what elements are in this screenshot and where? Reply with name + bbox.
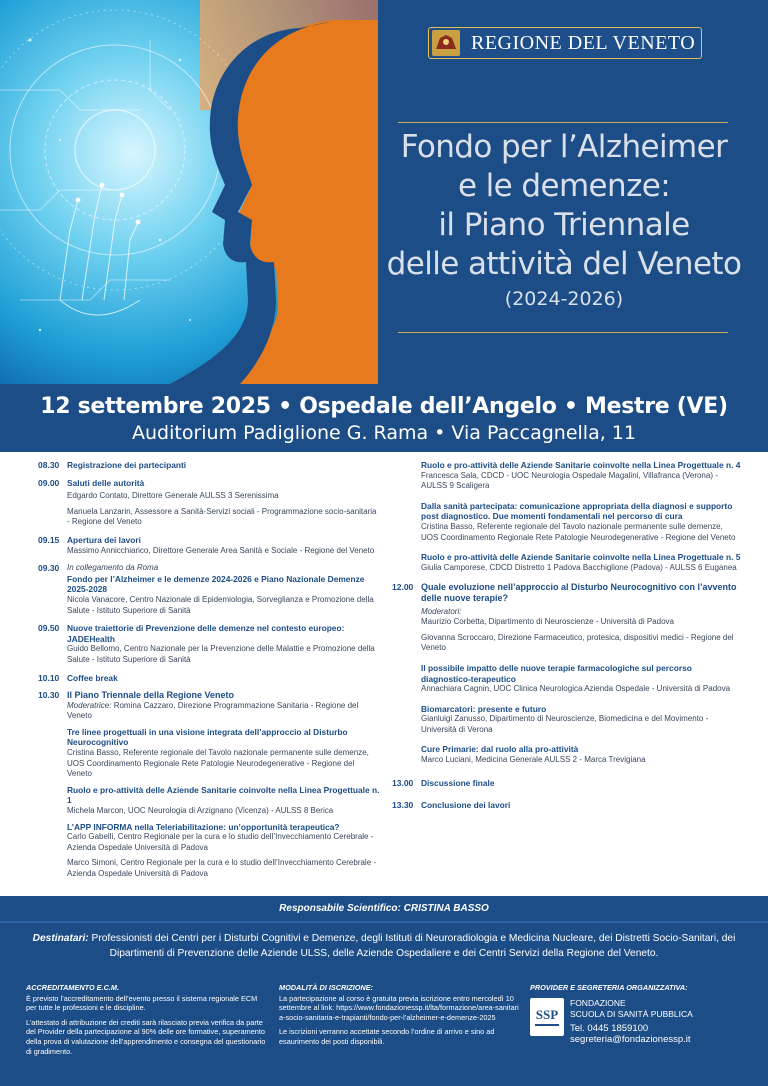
- registration-heading: MODALITÀ DI ISCRIZIONE:: [279, 983, 374, 992]
- item-time: 09.15: [38, 534, 60, 545]
- program-item: [38, 673, 380, 684]
- program-item: [392, 552, 742, 573]
- talk-title: Tre linee progettuali in una visione integrata dell’approccio al Disturbo Neurocognitivo: [67, 726, 348, 748]
- speaker: [421, 563, 742, 574]
- speaker-role: , Medicina Generale AULSS 2 - Marca Trevigiana: [470, 755, 646, 765]
- program-item: [38, 623, 380, 665]
- item-title: Saluti delle autorità: [67, 477, 145, 488]
- title-divider-bottom: [398, 332, 728, 333]
- speaker-role: , Referente regionale del Tavolo nazionale permanente sulle demenze, UOS Coordinamento Regionale Rete Patologie Neurodegenerative - Regione del Veneto: [67, 748, 369, 779]
- speaker: [421, 471, 742, 492]
- moderator-name: Giovanna Scroccaro: [421, 632, 494, 642]
- speaker-role: , CDCD Distretto 1 Padova Bacchiglione (Padova) - AULSS 6 Euganea: [485, 562, 737, 572]
- speaker-role: , Direttore Generale AULSS 3 Serenissima: [127, 491, 279, 501]
- speaker-name: Cristina Basso: [67, 748, 119, 758]
- item-title: Il Piano Triennale della Regione Veneto: [67, 690, 235, 701]
- footer: [0, 896, 768, 1086]
- speaker-name: Annachiara Cagnin: [421, 684, 490, 694]
- program-item: [392, 582, 742, 765]
- speaker-name: Marco Luciani: [421, 755, 471, 765]
- item-time: 08.30: [38, 460, 60, 470]
- speaker: [421, 755, 742, 766]
- logo-text: REGIONE DEL VENETO: [471, 31, 696, 54]
- item-title: Fondo per l’Alzheimer e le demenze 2024-2026 e Piano Nazionale Demenze 2025-2028: [67, 573, 365, 595]
- talk-title: Biomarcatori: presente e futuro: [421, 703, 547, 714]
- speaker: [67, 832, 380, 853]
- speaker: [67, 748, 380, 780]
- speaker-name: Michela Marcon: [67, 806, 124, 816]
- item-time: 10.30: [38, 690, 60, 701]
- title-line-2: e le demenze:: [457, 168, 671, 204]
- provider-name-1: FONDAZIONE: [570, 997, 626, 1008]
- speaker-role: , Assessore a Sanità-Servizi sociali - Programmazione socio-sanitaria - Regione del Veneto: [67, 506, 377, 527]
- program-item: [38, 690, 380, 880]
- date-venue-band: [0, 384, 768, 452]
- item-time: 09.00: [38, 477, 60, 488]
- talk-title: Dalla sanità partecipata: comunicazione appropriata della diagnosi e supporto post diagnostico. Due momenti fondamentali nel percorso di cura: [421, 500, 733, 522]
- speaker-name: Gianluigi Zanusso: [421, 714, 486, 724]
- regione-veneto-logo: [428, 27, 702, 59]
- registration-info: [279, 983, 519, 1047]
- provider-box: [530, 998, 750, 1045]
- ssp-logo-rule: [535, 1024, 559, 1026]
- moderator-role: , Direzione Programmazione Sanitaria - Regione del Veneto: [67, 700, 359, 721]
- ecm-accreditation: [26, 983, 266, 1056]
- talk-title: L’APP INFORMA nella Teleriabilitazione: un’opportunità terapeutica?: [67, 821, 340, 832]
- speaker-name: Francesca Sala: [421, 470, 477, 480]
- program-item: [392, 778, 742, 789]
- ecm-paragraph-1: È previsto l’accreditamento dell’evento presso il sistema regionale ECM per tutte le professioni e le discipline.: [26, 993, 258, 1013]
- ssp-logo: [530, 998, 564, 1036]
- moderator-role: , Dipartimento di Neuroscienze - Università di Padova: [484, 617, 675, 627]
- title-line-4: delle attività del Veneto: [386, 246, 742, 282]
- moderator-label: Moderatori:: [421, 606, 462, 616]
- speaker-name: Giulia Camporese: [421, 562, 486, 572]
- ecm-heading: ACCREDITAMENTO E.C.M.: [26, 983, 119, 992]
- speaker-role: , CDCD - UOC Neurologia Ospedale Magalini, Villafranca (Verona) - AULSS 9 Scaligera: [421, 470, 718, 491]
- program: [0, 452, 768, 896]
- hero-banner: [0, 0, 768, 384]
- program-item: [38, 535, 380, 556]
- speaker: [67, 546, 380, 557]
- page-title: [382, 128, 746, 310]
- speaker-name: Manuela Lanzarin: [67, 506, 131, 516]
- moderator-name: Romina Cazzaro: [113, 700, 174, 710]
- program-item: [38, 460, 380, 471]
- speaker: [67, 806, 380, 817]
- target-audience-text: Professionisti dei Centri per i Disturbi Cognitivi e Demenze, degli Istituti di Neuroradiologia e Medicina Nucleare, dei Distretti Socio-Sanitari, dei Dipartimenti di Prevenzione delle Aziende ULSS, delle Aziende Ospedaliere e dei Centri Servizi della Regione del Veneto.: [88, 933, 736, 959]
- item-title: Apertura dei lavori: [67, 534, 142, 545]
- speaker-name: Cristina Basso: [421, 521, 473, 531]
- item-title: Registrazione dei partecipanti: [67, 460, 187, 470]
- title-line-3: il Piano Triennale: [438, 207, 690, 243]
- item-time: 09.50: [38, 623, 60, 634]
- title-line-1: Fondo per l’Alzheimer: [400, 129, 728, 165]
- moderator: [421, 633, 742, 654]
- speaker: [67, 507, 380, 528]
- item-time: 10.10: [38, 672, 60, 683]
- speaker-role: , UOC Clinica Neurologica Azienda Ospedale - Università di Padova: [489, 684, 731, 694]
- moderator: [67, 701, 380, 722]
- event-date-line: 12 settembre 2025 • Ospedale dell’Angelo • Mestre (VE): [40, 394, 728, 419]
- talk-title: Cure Primarie: dal ruolo alla pro-attività: [421, 744, 579, 755]
- moderator: [421, 617, 742, 628]
- speaker-name: Carlo Gabelli: [67, 832, 114, 842]
- program-item: [38, 563, 380, 616]
- provider-phone[interactable]: Tel. 0445 1859100: [570, 1022, 649, 1034]
- speaker-role: , Centro Regionale per la cura e lo studio dell’Invecchiamento Cerebrale - Azienda Ospedale Università di Padova: [67, 832, 374, 852]
- provider-name-2: SCUOLA DI SANITÀ PUBBLICA: [570, 1008, 693, 1019]
- program-item: [392, 501, 742, 543]
- provider-heading: PROVIDER E SEGRETERIA ORGANIZZATIVA:: [530, 983, 688, 992]
- program-item: [392, 800, 742, 811]
- item-title: Quale evoluzione nell’approccio al Disturbo Neurocognitivo con l’avvento delle nuove terapie?: [421, 582, 737, 603]
- ai-head-illustration: [0, 0, 378, 384]
- lion-crest-icon: [431, 29, 461, 57]
- item-note: In collegamento da Roma: [67, 563, 159, 573]
- speaker-role: , Centro Regionale per la cura e lo studio dell’Invecchiamento Cerebrale - Azienda Ospedale Università di Padova: [67, 858, 377, 878]
- footer-divider: [0, 921, 768, 923]
- program-column-left: [38, 460, 380, 887]
- speaker-name: Marco Simoni: [67, 858, 116, 868]
- speaker: [421, 714, 742, 735]
- hero-illustration: [0, 0, 378, 384]
- speaker-role: , Dipartimento di Neuroscienze, Biomedicina e del Movimento - Università di Verona: [421, 714, 709, 734]
- item-time: 13.30: [392, 800, 414, 811]
- moderator-role: , Direzione Farmaceutico, protesica, dispositivi medici - Regione del Veneto: [421, 632, 734, 653]
- program-column-right: [392, 460, 742, 818]
- item-title: Coffee break: [67, 672, 118, 683]
- title-years: (2024-2026): [504, 288, 624, 310]
- program-item: [38, 478, 380, 528]
- target-audience: [20, 932, 748, 961]
- item-time: 13.00: [392, 777, 414, 788]
- ecm-paragraph-2: L’attestato di attribuzione dei crediti sarà rilasciato previa verifica da parte del Provider della partecipazione al 90% delle ore formative, superamento della prova di valutazione dell’apprendimento e consegna del questionario di gradimento.: [26, 1017, 266, 1056]
- item-time: 09.30: [38, 563, 60, 574]
- event-venue-line: Auditorium Padiglione G. Rama • Via Paccagnella, 11: [132, 422, 636, 444]
- ssp-logo-text: SSP: [535, 1006, 559, 1022]
- speaker-role: , Centro Nazionale per la Prevenzione delle Malattie e Promozione della Salute - Istituto Superiore di Sanità: [67, 644, 375, 664]
- target-audience-label: Destinatari:: [32, 933, 89, 944]
- speaker: [421, 684, 742, 695]
- speaker-role: , UOC Neurologia di Arzignano (Vicenza) - AULSS 8 Berica: [123, 806, 334, 816]
- registration-paragraph-1[interactable]: La partecipazione al corso è gratuita previa iscrizione entro mercoledì 10 settembre al link: https://www.fondazionessp.it/lta/formazione/area-sanitaria-socio-sanitaria-e-trapianti/fondo-per-l’alzheimer-e-demenze-2025: [279, 993, 519, 1022]
- moderator-label: Moderatrice:: [67, 700, 114, 710]
- registration-paragraph-2: Le iscrizioni verranno accettate secondo l’ordine di arrivo e sino ad esaurimento dei posti disponibili.: [279, 1027, 495, 1046]
- speaker-name: Guido Bellomo: [67, 644, 120, 654]
- speaker-role: , Centro Nazionale di Epidemiologia, Sorveglianza e Promozione della Salute - Istituto Superiore di Sanità: [67, 594, 374, 615]
- provider-email[interactable]: segreteria@fondazionessp.it: [570, 1033, 691, 1045]
- item-title: Conclusione dei lavori: [421, 800, 511, 811]
- speaker: [421, 522, 742, 543]
- talk-title: Ruolo e pro-attività delle Aziende Sanitarie coinvolte nella Linea Progettuale n. 5: [421, 552, 741, 563]
- program-item: [392, 460, 742, 492]
- talk-title: Il possibile impatto delle nuove terapie farmacologiche sul percorso diagnostico-terapeutico: [421, 662, 692, 684]
- speaker: [67, 491, 380, 502]
- title-divider-top: [398, 122, 728, 123]
- talk-title: Ruolo e pro-attività delle Aziende Sanitarie coinvolte nella Linea Progettuale n. 4: [421, 460, 741, 470]
- speaker-name: Nicola Vanacore: [67, 594, 126, 604]
- speaker: [67, 644, 380, 665]
- provider-contacts: [570, 998, 693, 1045]
- speaker-role: , Direttore Generale Area Sanità e Sociale - Regione del Veneto: [148, 545, 375, 555]
- moderator-name: Maurizio Corbetta: [421, 617, 485, 627]
- talk-title: Ruolo e pro-attività delle Aziende Sanitarie coinvolte nella Linea Progettuale n. 1: [67, 784, 380, 806]
- item-title: Discussione finale: [421, 777, 495, 788]
- speaker: [67, 595, 380, 616]
- speaker-role: , Referente regionale del Tavolo nazionale permanente sulle demenze, UOS Coordinamento Regionale Rete Patologie Neurodegenerative - Regione del Veneto: [421, 521, 736, 542]
- speaker-name: Edgardo Contato: [67, 491, 128, 501]
- scientific-responsible: Responsabile Scientifico: CRISTINA BASSO: [279, 903, 489, 914]
- speaker: [67, 858, 380, 879]
- speaker-name: Massimo Annicchiarico: [67, 545, 149, 555]
- item-title: Nuove traiettorie di Prevenzione delle demenze nel contesto europeo: JADEHealth: [67, 623, 345, 644]
- provider-info: [530, 983, 750, 1045]
- item-time: 12.00: [392, 582, 414, 593]
